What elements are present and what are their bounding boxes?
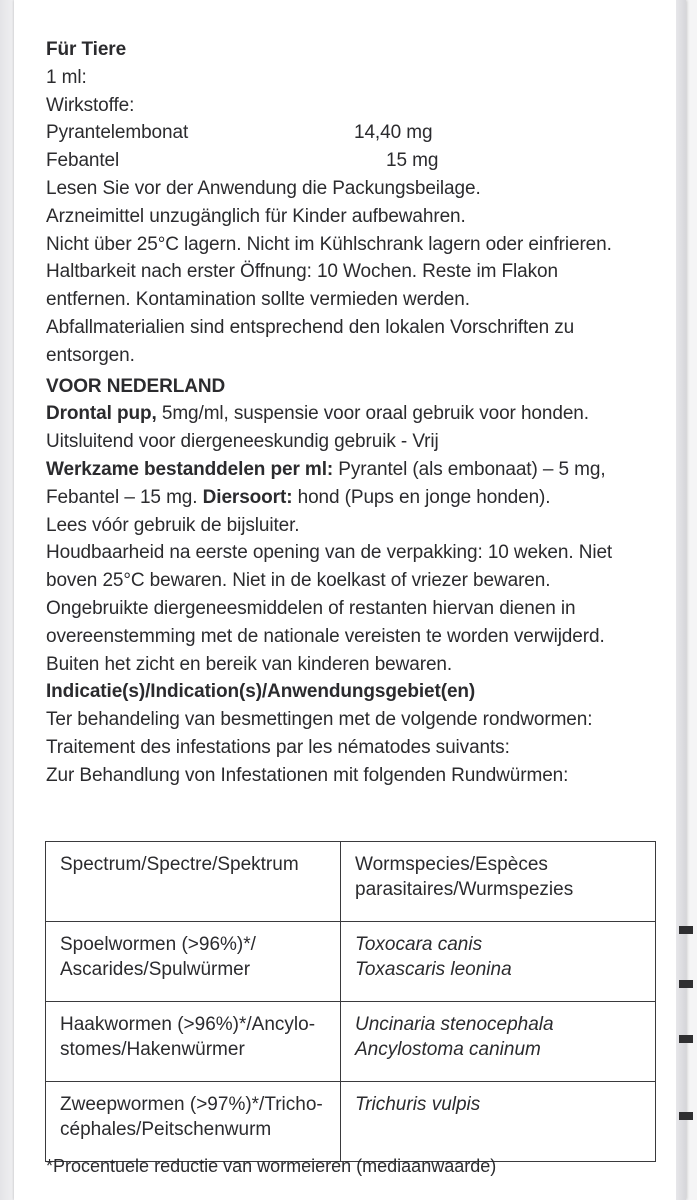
table-header-spectrum: Spectrum/Spectre/Spektrum bbox=[46, 842, 341, 922]
package-right-edge bbox=[676, 0, 686, 1200]
edge-print-mark bbox=[679, 926, 693, 934]
ingredient-amount: 14,40 mg bbox=[354, 122, 433, 144]
de-line: Arzneimittel unzugänglich für Kinder aufbewahren. bbox=[46, 205, 466, 227]
de-heading: Für Tiere bbox=[46, 39, 127, 60]
table-header-species: Wormspecies/Espèces parasitaires/Wurmspezies bbox=[341, 842, 656, 922]
package-left-edge bbox=[0, 0, 14, 1200]
indication-line: Traitement des infestations par les nématodes suivants: bbox=[46, 736, 510, 758]
spectrum-cell: Spoelwormen (>96%)*/ Ascarides/Spulwürmer bbox=[46, 922, 341, 1002]
nl-species-label: Diersoort: bbox=[202, 486, 293, 508]
ingredient-name: Pyrantelembonat bbox=[46, 122, 189, 144]
de-per-ml: 1 ml: bbox=[46, 66, 87, 88]
table-row bbox=[46, 922, 656, 1002]
nl-product bbox=[46, 400, 666, 428]
species-name: Uncinaria stenocephala bbox=[355, 1014, 554, 1035]
spectrum-cell: Haakwormen (>96%)*/Ancylo-stomes/Hakenwürmer bbox=[46, 1002, 341, 1082]
nl-actives-label: Werkzame bestanddelen per ml: bbox=[46, 458, 334, 480]
species-cell bbox=[341, 1002, 656, 1082]
species-cell bbox=[341, 922, 656, 1002]
table-header-row bbox=[46, 842, 656, 922]
table-row bbox=[46, 1002, 656, 1082]
de-line: Abfallmaterialien sind entsprechend den lokalen Vorschriften zu entsorgen. bbox=[46, 316, 575, 366]
ingredient-name: Febantel bbox=[46, 150, 120, 172]
nl-heading: VOOR NEDERLAND bbox=[46, 375, 226, 397]
spectrum-cell: Zweepwormen (>97%)*/Tricho-céphales/Peitschenwurm bbox=[46, 1082, 341, 1162]
de-line: Lesen Sie vor der Anwendung die Packungsbeilage. bbox=[46, 177, 481, 199]
ingredient-row bbox=[46, 147, 666, 175]
nl-use-line: Uitsluitend voor diergeneeskundig gebruik - Vrij bbox=[46, 431, 439, 453]
edge-print-mark bbox=[679, 1035, 693, 1043]
nl-product-desc: 5mg/ml, suspensie voor oraal gebruik voor honden. bbox=[156, 403, 589, 425]
de-line: Haltbarkeit nach erster Öffnung: 10 Wochen. Reste im Flakon entfernen. Kontamination sollte vermieden werden. bbox=[46, 261, 558, 311]
nl-actives bbox=[46, 456, 606, 512]
ingredient-row bbox=[46, 119, 666, 147]
species-name: Trichuris vulpis bbox=[355, 1094, 481, 1115]
edge-print-mark bbox=[679, 980, 693, 988]
de-actives-label: Wirkstoffe: bbox=[46, 94, 135, 116]
footnote: *Procentuele reductie van wormeieren (mediaanwaarde) bbox=[46, 1156, 497, 1176]
nl-storage: Houdbaarheid na eerste opening van de verpakking: 10 weken. Niet boven 25°C bewaren. Niet in de koelkast of vriezer bewaren. Ongebruikte diergeneesmiddelen of restanten hiervan dienen in overeenstemming met de nationale vereisten te worden verwijderd. Buiten het zicht en bereik van kinderen bewaren. bbox=[46, 542, 613, 675]
nl-actives-text: Pyrantel (als embonaat) – 5 mg, Febantel – 15 mg. bbox=[46, 458, 606, 508]
nl-product-name: Drontal pup, bbox=[46, 403, 157, 425]
species-name: Ancylostoma caninum bbox=[355, 1039, 541, 1060]
species-name: Toxocara canis bbox=[355, 934, 483, 955]
species-cell bbox=[341, 1082, 656, 1162]
indication-heading: Indicatie(s)/Indication(s)/Anwendungsgebiet(en) bbox=[46, 681, 476, 703]
nl-read-line: Lees vóór gebruik de bijsluiter. bbox=[46, 514, 300, 536]
indication-line: Ter behandeling van besmettingen met de volgende rondwormen: bbox=[46, 709, 593, 731]
species-name: Toxascaris leonina bbox=[355, 959, 512, 980]
ingredient-amount: 15 mg bbox=[386, 150, 439, 172]
label-text bbox=[46, 36, 666, 790]
edge-print-mark bbox=[679, 1112, 693, 1120]
worm-spectrum-table bbox=[45, 841, 656, 1162]
table-row bbox=[46, 1082, 656, 1162]
de-line: Nicht über 25°C lagern. Nicht im Kühlschrank lagern oder einfrieren. bbox=[46, 233, 612, 255]
nl-species-text: hond (Pups en jonge honden). bbox=[292, 486, 551, 508]
indication-line: Zur Behandlung von Infestationen mit folgenden Rundwürmen: bbox=[46, 764, 569, 786]
